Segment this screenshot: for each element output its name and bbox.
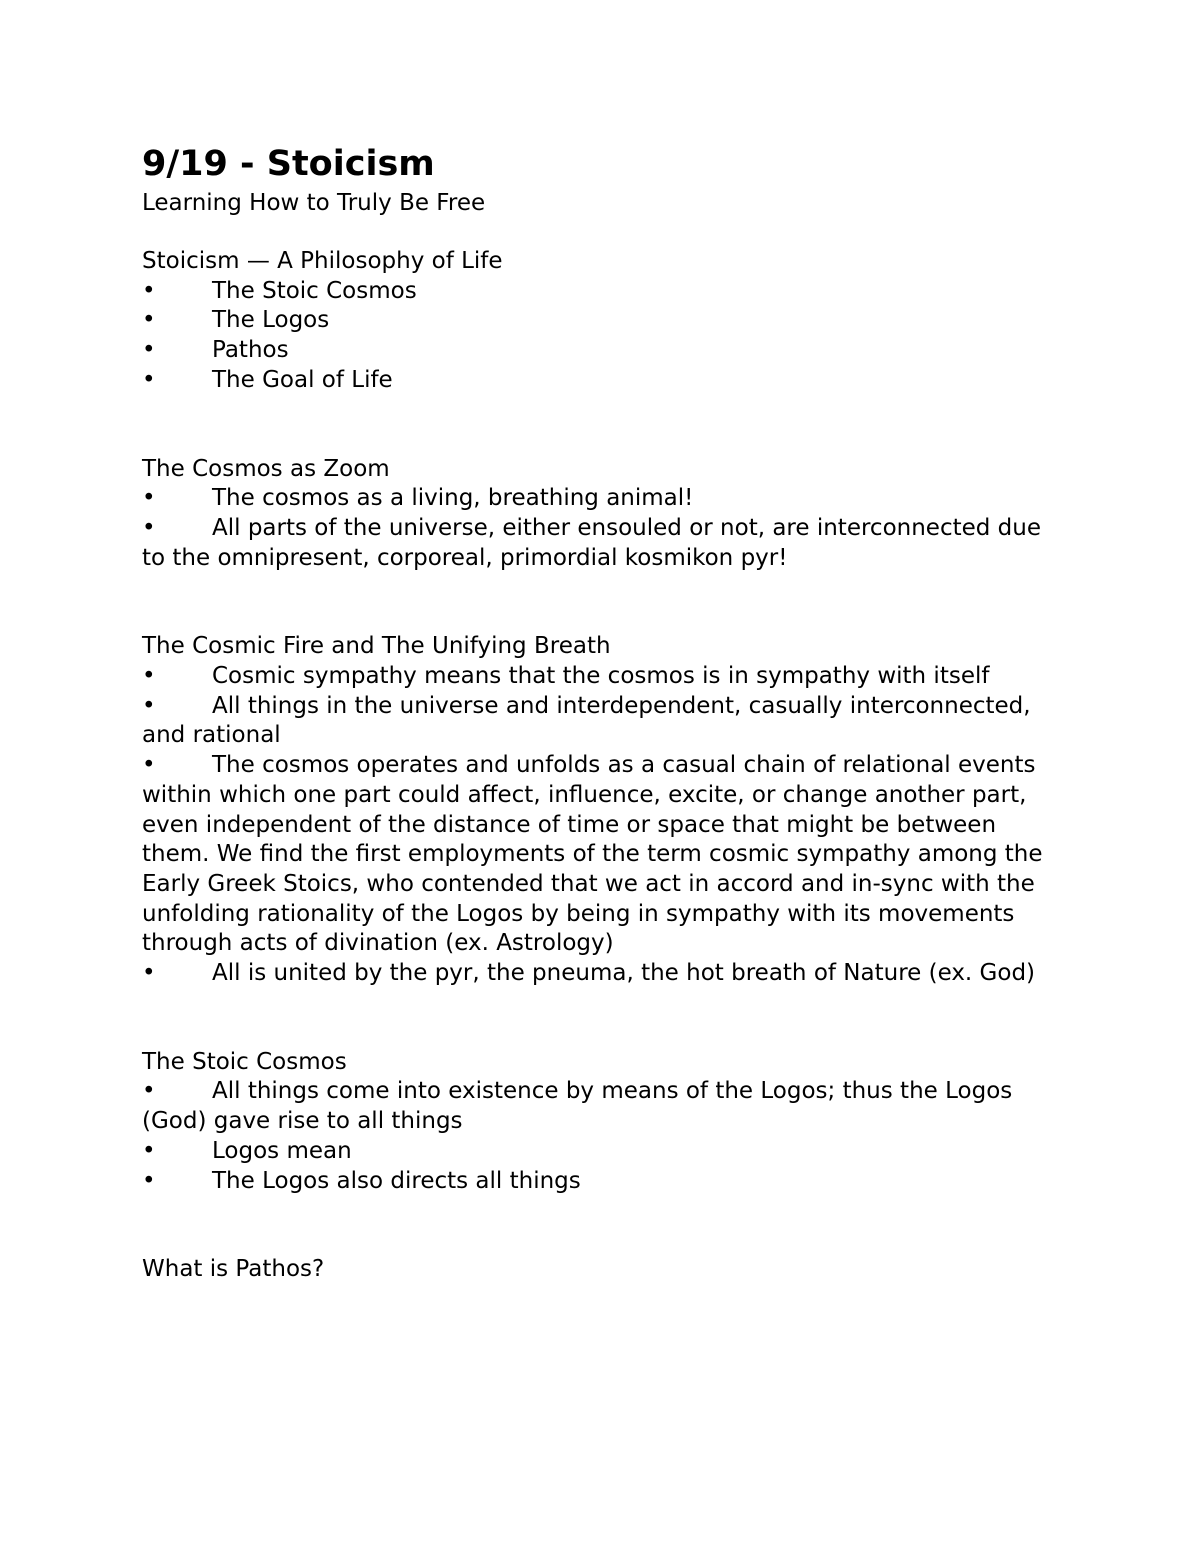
list-item (142, 1077, 1062, 1136)
list-item-text: The cosmos operates and unfolds as a casual chain of relational events within which one part could affect, influence, excite, or change another part, even independent of the distance of time or space that might be between them. We find the first employments of the term cosmic sympathy among the Early Greek Stoics, who contended that we act in accord and in-sync with the unfolding rationality of the Logos by being in sympathy with its movements through acts of divination (ex. Astrology) (142, 752, 1043, 957)
bullet-icon: • (142, 663, 156, 690)
section-heading: The Cosmic Fire and The Unifying Breath (142, 633, 611, 660)
list-item (142, 959, 1062, 989)
bullet-icon: • (142, 752, 156, 779)
list-item-text: Cosmic sympathy means that the cosmos is in sympathy with itself (212, 663, 990, 690)
bullet-icon: • (142, 960, 156, 987)
section-cosmic-fire (142, 632, 1062, 988)
list-item-text: All things in the universe and interdependent, casually interconnected, and rational (142, 692, 1031, 749)
spacer (142, 1196, 1062, 1255)
list-item (142, 1137, 1062, 1167)
section-cosmos-as-zoom (142, 455, 1062, 574)
bullet-icon: • (142, 307, 156, 334)
list-item-text: Pathos (212, 337, 289, 364)
bullet-icon: • (142, 1078, 156, 1105)
spacer (142, 573, 1062, 632)
section-heading: The Cosmos as Zoom (142, 455, 390, 482)
list-item-text: All parts of the universe, either ensouled or not, are interconnected due to the omnipresent, corporeal, primordial kosmikon pyr! (142, 514, 1041, 571)
list-item (142, 692, 1062, 751)
bullet-icon: • (142, 514, 156, 541)
bullet-icon: • (142, 337, 156, 364)
spacer (142, 989, 1062, 1048)
list-item-text: Logos mean (212, 1137, 352, 1164)
list-item (142, 751, 1062, 959)
section-philosophy-of-life (142, 247, 1062, 396)
list-item-text: All is united by the pyr, the pneuma, the hot breath of Nature (ex. God) (212, 960, 1036, 987)
document-subtitle: Learning How to Truly Be Free (142, 190, 486, 216)
list-item (142, 514, 1062, 573)
list-item (142, 306, 1062, 336)
list-item (142, 336, 1062, 366)
list-item (142, 662, 1062, 692)
list-item (142, 1167, 1062, 1197)
document-page (142, 140, 1062, 1285)
list-item-text: All things come into existence by means of the Logos; thus the Logos (God) gave rise to all things (142, 1078, 1013, 1135)
list-item (142, 366, 1062, 396)
bullet-icon: • (142, 1137, 156, 1164)
section-heading: The Stoic Cosmos (142, 1048, 347, 1075)
bullet-icon: • (142, 1167, 156, 1194)
list-item (142, 277, 1062, 307)
list-item-text: The Logos (212, 307, 330, 334)
list-item-text: The cosmos as a living, breathing animal! (212, 485, 694, 512)
bullet-icon: • (142, 692, 156, 719)
section-what-is-pathos (142, 1255, 1062, 1285)
bullet-icon: • (142, 485, 156, 512)
list-item-text: The Logos also directs all things (212, 1167, 581, 1194)
section-heading: Stoicism — A Philosophy of Life (142, 248, 503, 274)
spacer (142, 396, 1062, 455)
bullet-icon: • (142, 366, 156, 393)
list-item-text: The Stoic Cosmos (212, 277, 417, 304)
bullet-icon: • (142, 277, 156, 304)
section-heading: What is Pathos? (142, 1256, 325, 1283)
section-stoic-cosmos (142, 1048, 1062, 1197)
document-title: 9/19 - Stoicism (142, 144, 435, 184)
list-item (142, 484, 1062, 514)
list-item-text: The Goal of Life (212, 366, 393, 393)
